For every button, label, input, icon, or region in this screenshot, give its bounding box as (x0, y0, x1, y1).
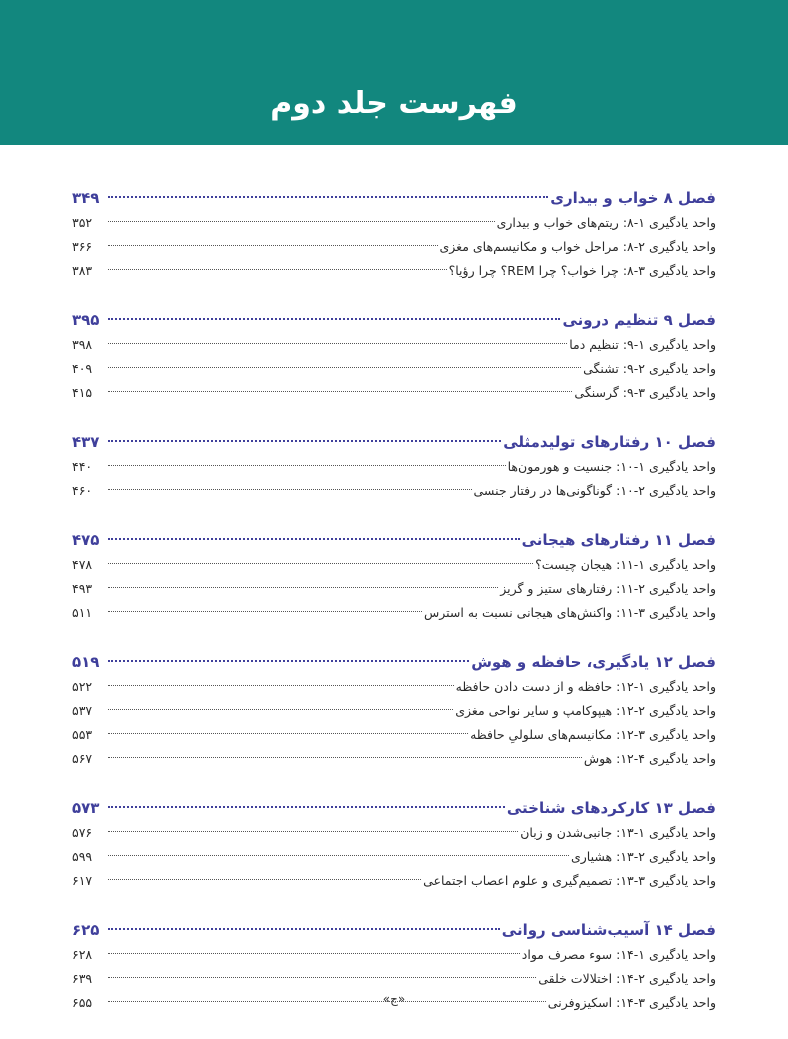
chapter-heading-title: فصل ۱۲ یادگیری، حافظه و هوش (471, 653, 716, 671)
dot-leader (108, 660, 469, 662)
unit-entry-title: واحد یادگیری ۲-۱۱: رفتارهای ستیز و گریز (500, 581, 716, 596)
unit-entry-title: واحد یادگیری ۲-۱۳: هشیاری (570, 849, 716, 864)
chapter-heading-title: فصل ۹ تنظیم درونی (562, 311, 716, 329)
chapter-section (72, 649, 716, 771)
dot-leader (108, 391, 572, 392)
unit-entry[interactable] (72, 967, 716, 991)
unit-entry-title: واحد یادگیری ۳-۱۴: اسکیزوفرنی (547, 995, 716, 1010)
chapter-heading-page: ۳۹۵ (72, 311, 100, 329)
chapter-heading[interactable] (72, 795, 716, 821)
unit-entry-page: ۵۱۱ (72, 605, 93, 620)
unit-entry-page: ۳۵۲ (72, 215, 93, 230)
unit-entry-title: واحد یادگیری ۱-۱۲: حافظه و از دست دادن حافظه (455, 679, 716, 694)
unit-entry[interactable] (72, 723, 716, 747)
chapter-heading[interactable] (72, 649, 716, 675)
chapter-section (72, 185, 716, 283)
chapter-heading-title: فصل ۸ خواب و بیداری (550, 189, 716, 207)
unit-entry[interactable] (72, 235, 716, 259)
unit-entry-page: ۴۰۹ (72, 361, 93, 376)
unit-entry[interactable] (72, 943, 716, 967)
unit-entry-page: ۶۵۵ (72, 995, 93, 1010)
chapter-heading-page: ۶۲۵ (72, 921, 100, 939)
unit-entry[interactable] (72, 455, 716, 479)
unit-entry-title: واحد یادگیری ۳-۹: گرسنگی (574, 385, 716, 400)
unit-entry-title: واحد یادگیری ۱-۱۳: جانبی‌شدن و زبان (520, 825, 716, 840)
unit-entry-page: ۵۲۲ (72, 679, 93, 694)
chapter-section (72, 307, 716, 405)
page-title: فهرست جلد دوم (270, 86, 518, 121)
unit-entry-page: ۵۷۶ (72, 825, 93, 840)
unit-entry-page: ۴۹۳ (72, 581, 93, 596)
unit-entry-title: واحد یادگیری ۲-۱۲: هیپوکامپ و سایر نواحی مغزی (455, 703, 716, 718)
dot-leader (108, 343, 567, 344)
unit-entry[interactable] (72, 479, 716, 503)
chapter-heading-page: ۵۱۹ (72, 653, 100, 671)
unit-entry-title: واحد یادگیری ۱-۱۴: سوء مصرف مواد (521, 947, 716, 962)
dot-leader (108, 245, 438, 246)
dot-leader (108, 928, 500, 930)
dot-leader (108, 757, 582, 758)
chapter-section (72, 795, 716, 893)
unit-entry-title: واحد یادگیری ۲-۱۴: اختلالات خلقی (538, 971, 716, 986)
page-number: «ج» (382, 992, 406, 1006)
unit-entry[interactable] (72, 211, 716, 235)
dot-leader (108, 611, 422, 612)
dot-leader (108, 318, 560, 320)
dot-leader (108, 831, 518, 832)
unit-entry-title: واحد یادگیری ۴-۱۲: هوش (583, 751, 716, 766)
chapter-heading-title: فصل ۱۴ آسیب‌شناسی روانی (501, 921, 716, 939)
chapter-heading-title: فصل ۱۱ رفتارهای هیجانی (521, 531, 716, 549)
unit-entry-title: واحد یادگیری ۱-۹: تنظیم دما (569, 337, 716, 352)
chapter-section (72, 429, 716, 503)
unit-entry[interactable] (72, 821, 716, 845)
unit-entry[interactable] (72, 333, 716, 357)
chapter-section (72, 527, 716, 625)
dot-leader (108, 953, 520, 954)
unit-entry-page: ۵۹۹ (72, 849, 93, 864)
chapter-heading[interactable] (72, 307, 716, 333)
table-of-contents (72, 185, 716, 1039)
dot-leader (108, 563, 533, 564)
dot-leader (108, 440, 501, 442)
unit-entry[interactable] (72, 357, 716, 381)
unit-entry[interactable] (72, 845, 716, 869)
dot-leader (108, 367, 581, 368)
unit-entry[interactable] (72, 601, 716, 625)
chapter-heading[interactable] (72, 917, 716, 943)
dot-leader (108, 221, 495, 222)
unit-entry-page: ۴۶۰ (72, 483, 93, 498)
unit-entry[interactable] (72, 577, 716, 601)
unit-entry-title: واحد یادگیری ۳-۱۲: مکانیسم‌های سلولیِ حافظه (470, 727, 716, 742)
unit-entry-page: ۴۴۰ (72, 459, 93, 474)
unit-entry-page: ۳۶۶ (72, 239, 93, 254)
dot-leader (108, 709, 453, 710)
unit-entry-page: ۳۹۸ (72, 337, 93, 352)
dot-leader (108, 855, 569, 856)
dot-leader (108, 977, 536, 978)
unit-entry[interactable] (72, 381, 716, 405)
chapter-heading-page: ۴۳۷ (72, 433, 100, 451)
unit-entry-title: واحد یادگیری ۱-۸: ریتم‌های خواب و بیداری (496, 215, 716, 230)
dot-leader (108, 733, 468, 734)
unit-entry-title: واحد یادگیری ۳-۱۳: تصمیم‌گیری و علوم اعصاب اجتماعی (423, 873, 716, 888)
dot-leader (108, 489, 472, 490)
unit-entry[interactable] (72, 553, 716, 577)
unit-entry-title: واحد یادگیری ۲-۱۰: گوناگونی‌ها در رفتار جنسی (473, 483, 716, 498)
chapter-heading-page: ۵۷۳ (72, 799, 100, 817)
unit-entry-page: ۵۵۳ (72, 727, 93, 742)
unit-entry[interactable] (72, 675, 716, 699)
unit-entry-page: ۵۳۷ (72, 703, 93, 718)
unit-entry-page: ۶۳۹ (72, 971, 93, 986)
unit-entry-page: ۴۷۸ (72, 557, 93, 572)
unit-entry-page: ۶۱۷ (72, 873, 93, 888)
unit-entry-title: واحد یادگیری ۳-۸: چرا خواب؟ چرا REM؟ چرا رؤیا؟ (448, 263, 716, 278)
dot-leader (108, 685, 454, 686)
unit-entry-title: واحد یادگیری ۲-۸: مراحل خواب و مکانیسم‌های مغزی (439, 239, 716, 254)
unit-entry-title: واحد یادگیری ۱-۱۰: جنسیت و هورمون‌ها (507, 459, 716, 474)
dot-leader (108, 538, 520, 540)
unit-entry[interactable] (72, 259, 716, 283)
unit-entry-page: ۵۶۷ (72, 751, 93, 766)
unit-entry-title: واحد یادگیری ۱-۱۱: هیجان چیست؟ (535, 557, 716, 572)
chapter-heading[interactable] (72, 527, 716, 553)
header-banner (0, 0, 788, 145)
unit-entry-page: ۳۸۳ (72, 263, 93, 278)
unit-entry-page: ۴۱۵ (72, 385, 93, 400)
chapter-heading-title: فصل ۱۳ کارکردهای شناختی (506, 799, 716, 817)
chapter-heading-title: فصل ۱۰ رفتارهای تولیدمثلی (503, 433, 716, 451)
dot-leader (108, 196, 548, 198)
unit-entry[interactable] (72, 869, 716, 893)
chapter-heading-page: ۳۴۹ (72, 189, 100, 207)
dot-leader (108, 587, 498, 588)
dot-leader (108, 465, 506, 466)
unit-entry[interactable] (72, 747, 716, 771)
chapter-heading[interactable] (72, 429, 716, 455)
chapter-heading[interactable] (72, 185, 716, 211)
dot-leader (108, 269, 447, 270)
dot-leader (108, 879, 421, 880)
unit-entry[interactable] (72, 699, 716, 723)
chapter-heading-page: ۴۷۵ (72, 531, 100, 549)
dot-leader (108, 806, 505, 808)
unit-entry-title: واحد یادگیری ۲-۹: تشنگی (583, 361, 716, 376)
unit-entry-page: ۶۲۸ (72, 947, 93, 962)
unit-entry-title: واحد یادگیری ۳-۱۱: واکنش‌های هیجانی نسبت به استرس (424, 605, 716, 620)
